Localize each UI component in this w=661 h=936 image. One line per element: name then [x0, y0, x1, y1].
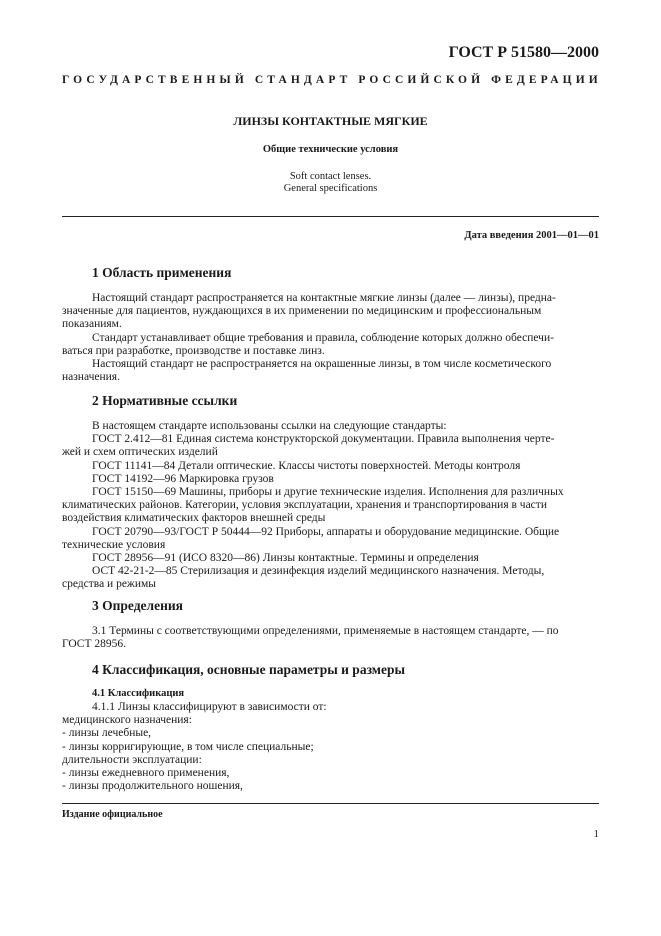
header-divider — [62, 216, 599, 217]
reference-line: ГОСТ 28956—91 (ИСО 8320—86) Линзы контактные. Термины и определения — [92, 552, 479, 565]
text-line: показаниям. — [62, 318, 122, 331]
subsection-4-1-heading: 4.1 Классификация — [92, 688, 185, 699]
text-line: ваться при разработке, производстве и поставке линз. — [62, 344, 325, 357]
english-title-line: General specifications — [283, 183, 378, 194]
reference-line: ГОСТ 11141—84 Детали оптические. Классы чистоты поверхностей. Методы контроля — [92, 459, 521, 472]
text-line: 4.1.1 Линзы классифицируют в зависимости от: — [92, 701, 327, 713]
section-4-body — [62, 701, 599, 793]
list-item: - линзы корригирующие, в том числе специальные; — [62, 740, 314, 753]
section-3-body — [62, 625, 599, 651]
text-line: медицинского назначения: — [62, 714, 192, 727]
reference-line: ГОСТ 2.412—81 Единая система конструкторской документации. Правила выполнения черте- — [92, 433, 555, 446]
text-line: Настоящий стандарт не распространяется на окрашенные линзы, в том числе косметического — [92, 358, 552, 371]
introduction-date: Дата введения 2001—01—01 — [464, 230, 599, 241]
document-subtitle: Общие технические условия — [262, 144, 399, 155]
official-edition-label: Издание официальное — [62, 809, 163, 820]
text-line: Настоящий стандарт распространяется на контактные мягкие линзы (далее — линзы), предна- — [92, 292, 556, 304]
section-1-body — [62, 292, 599, 384]
section-4-heading: 4 Классификация, основные параметры и размеры — [92, 662, 406, 677]
standard-number: ГОСТ Р 51580—2000 — [448, 44, 599, 61]
text-line: длительности эксплуатации: — [62, 753, 202, 766]
footer-divider — [62, 803, 599, 804]
english-title — [62, 171, 599, 195]
text-line: воздействия климатических факторов внешней среды — [62, 512, 326, 525]
section-2-heading: 2 Нормативные ссылки — [92, 393, 238, 408]
list-item: - линзы ежедневного применения, — [62, 767, 230, 780]
text-line: средства и режимы — [62, 578, 157, 591]
text-line: В настоящем стандарте использованы ссылки на следующие стандарты: — [92, 420, 447, 432]
text-line: 3.1 Термины с соответствующими определениями, применяемые в настоящем стандарте, — по — [92, 625, 559, 637]
text-line: технические условия — [62, 538, 166, 551]
reference-line: ГОСТ 15150—69 Машины, приборы и другие технические изделия. Исполнения для различных — [92, 486, 564, 499]
document-title: ЛИНЗЫ КОНТАКТНЫЕ МЯГКИЕ — [233, 114, 428, 128]
list-item: - линзы лечебные, — [62, 727, 152, 740]
text-line: ГОСТ 28956. — [62, 638, 127, 651]
list-item: - линзы продолжительного ношения, — [62, 780, 243, 793]
section-3-heading: 3 Определения — [92, 598, 183, 613]
text-line: жей и схем оптических изделий — [62, 446, 218, 459]
reference-line: ОСТ 42-21-2—85 Стерилизация и дезинфекция изделий медицинского назначения. Методы, — [92, 565, 545, 578]
reference-line: ГОСТ 20790—93/ГОСТ Р 50444—92 Приборы, аппараты и оборудование медицинские. Общие — [92, 525, 560, 538]
section-2-body — [62, 420, 599, 592]
page-number: 1 — [593, 828, 599, 840]
text-line: Стандарт устанавливает общие требования и правила, соблюдение которых должно обеспечи- — [92, 331, 554, 344]
english-title-line: Soft contact lenses. — [289, 171, 372, 182]
text-line: климатических районов. Категории, условия эксплуатации, хранения и транспортирования в части — [62, 499, 547, 512]
state-standard-banner: ГОСУДАРСТВЕННЫЙ СТАНДАРТ РОССИЙСКОЙ ФЕДЕРАЦИИ — [62, 74, 602, 86]
text-line: значенные для пациентов, нуждающихся в их применении по медицинским и профессиональным — [62, 305, 542, 318]
reference-line: ГОСТ 14192—96 Маркировка грузов — [92, 472, 274, 485]
section-1-heading: 1 Область применения — [92, 265, 232, 280]
text-line: назначения. — [62, 371, 120, 384]
